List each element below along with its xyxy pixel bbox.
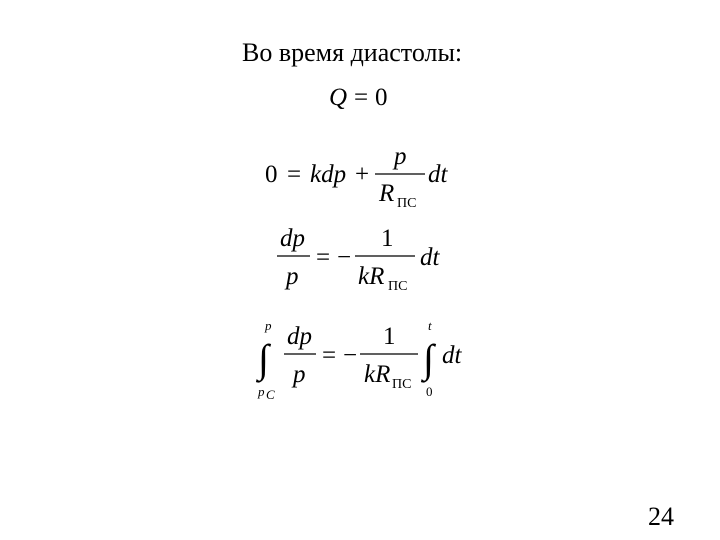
eq3-rhs-denominator-sub: ПС	[388, 279, 408, 294]
eq2-zero: 0	[265, 161, 278, 188]
eq2-numerator: p	[394, 143, 407, 170]
eq4-lhs-numerator: dp	[287, 323, 312, 350]
eq4-right-lower-limit: 0	[426, 384, 433, 399]
eq3-dt: dt	[420, 244, 440, 271]
eq2-dt: dt	[428, 161, 448, 188]
eq3-rhs-numerator: 1	[381, 225, 394, 252]
eq4-right-integral-sign: ∫	[423, 336, 434, 381]
eq4-left-upper-limit: p	[265, 318, 272, 333]
eq2-kdp: kdp	[310, 161, 347, 188]
equation-integrated	[255, 318, 463, 402]
eq4-right-upper-limit: t	[428, 318, 432, 333]
page-number: 24	[648, 502, 674, 531]
eq2-plus: +	[355, 161, 370, 188]
eq4-dt: dt	[442, 342, 462, 369]
eq1-rhs: 0	[375, 84, 388, 111]
eq2-denominator-sub: ПС	[397, 196, 417, 211]
eq4-left-integral-sign: ∫	[258, 336, 269, 381]
eq4-equals: =	[322, 342, 337, 369]
eq1-equals: =	[354, 84, 369, 111]
eq3-minus: −	[337, 244, 352, 271]
eq4-lhs-denominator: p	[293, 361, 306, 388]
eq2-denominator-var: R	[379, 180, 395, 207]
equation-q-zero	[329, 84, 388, 111]
eq4-minus: −	[343, 342, 358, 369]
eq4-rhs-denominator-sub: ПС	[392, 377, 412, 392]
eq3-lhs-numerator: dp	[280, 225, 305, 252]
eq4-rhs-denominator-var: kR	[364, 361, 391, 388]
eq4-rhs-numerator: 1	[383, 323, 396, 350]
slide-heading: Во время диастолы:	[242, 38, 463, 67]
eq3-equals: =	[316, 244, 331, 271]
equation-pressure-balance	[265, 143, 449, 211]
eq1-lhs: Q	[329, 84, 348, 111]
eq2-equals: =	[287, 161, 302, 188]
eq3-rhs-denominator-var: kR	[358, 263, 385, 290]
eq4-left-lower-limit-var: p	[258, 384, 265, 399]
equation-differential	[277, 225, 441, 294]
eq3-lhs-denominator: p	[286, 263, 299, 290]
eq4-left-lower-limit-sub: C	[266, 387, 275, 402]
